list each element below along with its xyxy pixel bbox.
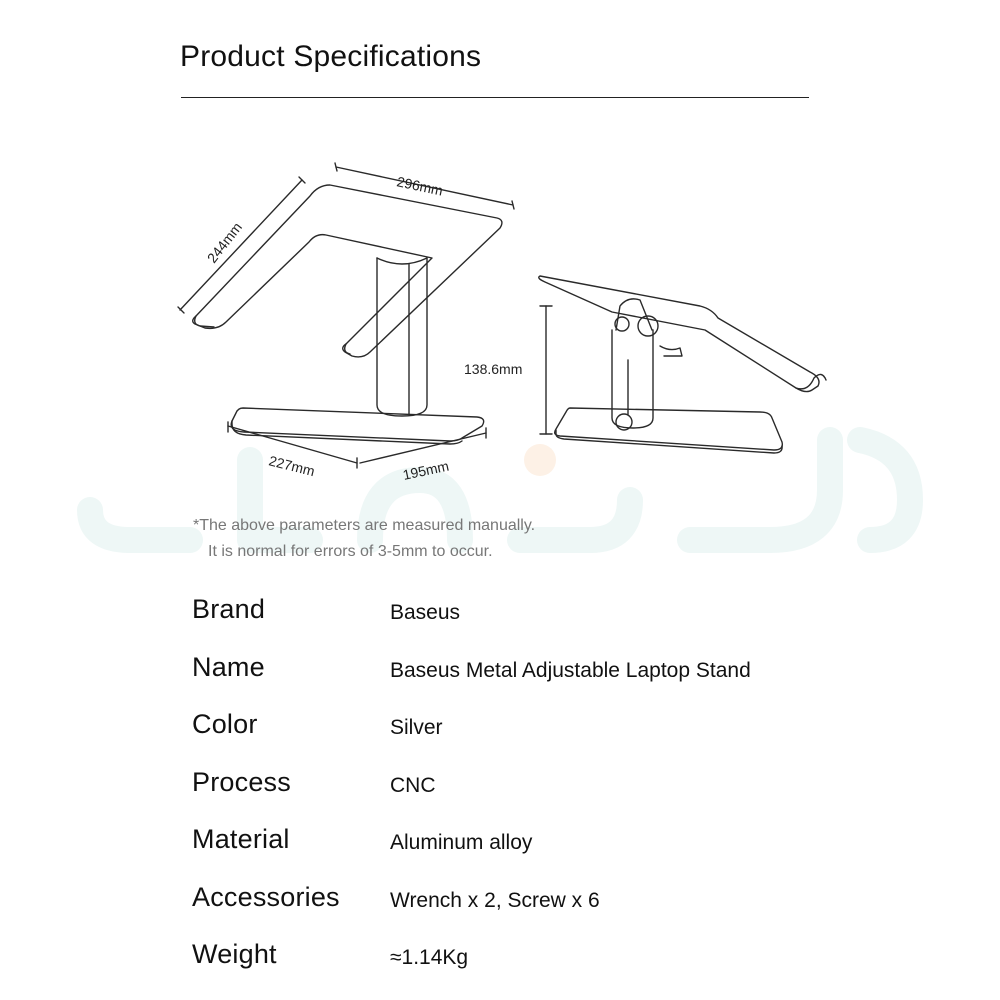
right-column bbox=[612, 330, 653, 428]
spec-label: Name bbox=[192, 651, 265, 682]
note-line-2: It is normal for errors of 3-5mm to occur. bbox=[208, 543, 493, 560]
spec-label: Accessories bbox=[192, 881, 340, 912]
depth-dim-line bbox=[180, 180, 302, 310]
spec-row-material bbox=[192, 820, 832, 878]
spec-value: Baseus Metal Adjustable Laptop Stand bbox=[390, 658, 751, 682]
spec-label: Material bbox=[192, 824, 290, 854]
spec-value: Baseus bbox=[390, 601, 461, 624]
base-depth-dim-label: 227mm bbox=[267, 452, 317, 480]
spec-value: ≈1.14Kg bbox=[390, 946, 469, 969]
spec-label: Process bbox=[192, 766, 291, 797]
spec-label: Color bbox=[192, 709, 258, 739]
note-line-1: *The above parameters are measured manually. bbox=[193, 517, 536, 534]
left-platform bbox=[193, 185, 502, 357]
right-base-plate bbox=[555, 408, 783, 450]
spec-row-process bbox=[192, 763, 832, 821]
spec-row-weight bbox=[192, 935, 832, 993]
spec-row-brand bbox=[192, 590, 832, 648]
depth-dim-label: 244mm bbox=[203, 219, 246, 266]
spec-value: Aluminum alloy bbox=[390, 831, 533, 854]
spec-value: CNC bbox=[390, 773, 436, 797]
right-platform bbox=[539, 276, 819, 392]
measurement-note bbox=[193, 513, 535, 565]
spec-label: Brand bbox=[192, 594, 266, 624]
spec-table bbox=[192, 590, 832, 993]
width-dim-label: 296mm bbox=[395, 173, 445, 199]
spec-value: Wrench x 2, Screw x 6 bbox=[390, 888, 600, 912]
spec-row-accessories bbox=[192, 878, 832, 936]
left-column bbox=[377, 258, 427, 416]
spec-label: Weight bbox=[192, 939, 277, 969]
page-title: Product Specifications bbox=[180, 40, 482, 73]
spec-row-name bbox=[192, 648, 832, 706]
spec-row-color bbox=[192, 705, 832, 763]
base-width-dim-label: 195mm bbox=[401, 457, 451, 483]
height-dim-label: 138.6mm bbox=[464, 361, 523, 377]
spec-value: Silver bbox=[390, 716, 443, 739]
